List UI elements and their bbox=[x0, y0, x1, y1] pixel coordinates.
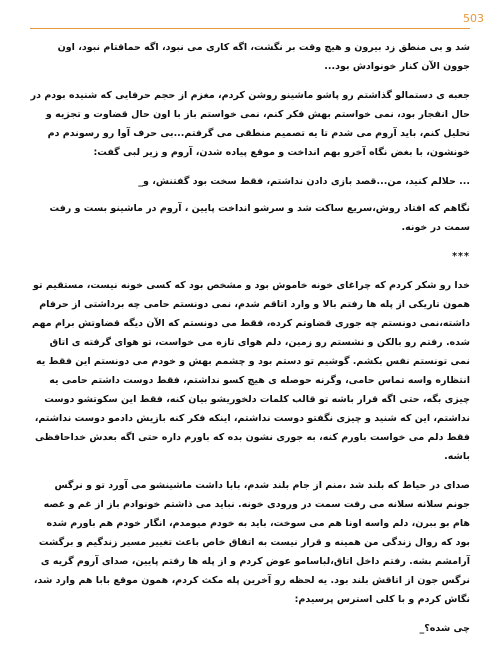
paragraph: شد و بی منطق زد بیرون و هیچ وقت بر نگشت، اگه کاری می نبود، اگه حماقتام نبود، اون جوون الآن کنار خونوادش بود... bbox=[57, 42, 470, 72]
page-number: 503 bbox=[463, 12, 484, 25]
paragraph: ... حلالم کنید، من...قصد بازی دادن نداشتم، فقط سخت بود گفتنش، و_ bbox=[138, 176, 470, 187]
paragraph: خدا رو شکر کردم که چراغای خونه خاموش بود و مشخص بود که کسی خونه نیست، مستقیم تو همون تاریکی از پله ها رفتم بالا و وارد اتاقم شدم، نمی دونستم حامی چه برداشتی از حرفام داشته،نمی دونستم چه جوری قضاوتم کرده، فقط می دونستم که الآن دیگه قضاوتش برام مهم شده. رفتم رو بالکن و نشستم رو زمین، دلم هوای تازه می خواست، تو هوای گرفته ی اتاق نمی تونستم نفس بکشم. گوشیم تو دستم بود و چشمم بهش و خودم می دونستم این فقط یه انتظاره واسه تماس حامی، وگرنه حوصله ی هیچ کسو نداشتم، فقط دوست داشتم حامی یه چیزی بگه، حتی اگه قرار باشه تو قالب کلمات دلخوریشو بیان کنه، فقط این سکوتشو دوست نداشتم، این که شنید و چیزی نگفتو دوست نداشتم، اینکه فکر کنه بازیش دادمو دوست نداشتم، فقط دلم می خواست باورم کنه، به جوری نشون بده که باورم داره حتی اگه بعدش خداحافظی باشه. bbox=[32, 280, 470, 462]
page-body bbox=[30, 38, 470, 648]
paragraph: نگاهم که افتاد روش،سریع ساکت شد و سرشو انداخت پایین ، آروم در ماشینو بست و رفت سمت در خونه. bbox=[49, 203, 470, 233]
paragraph: صدای در حیاط که بلند شد ،منم از جام بلند شدم، بابا داشت ماشینشو می آورد تو و نرگس جونم سلانه سلانه می رفت سمت در ورودی خونه. نباید می ذاشتم خونوادم باز از غم و غصه هام بو ببرن، دلم واسه اونا هم می سوخت، باید به خودم میومدم، انگار خودم هم باورم شده بود که روال زندگی من همینه و قرار نیست به اتفاق خاص باعث تغییر مسیر زندگیم و برگشت آرامشم بشه. رفتم داخل اتاق،لباسامو عوض کردم و از پله ها رفتم پایین، صدای آروم گریه ی نرگس جون از اتاقش بلند بود. یه لحظه رو آخرین پله مکث کردم، همون موقع بابا هم وارد شد، نگاش کردم و با کلی استرس پرسیدم: bbox=[33, 480, 470, 605]
header-rule bbox=[30, 28, 470, 29]
paragraph: جعبه ی دستمالو گذاشتم رو پاشو ماشینو روشن کردم، مغزم از حجم حرفایی که شنیده بودم در حال انفجار بود، نمی خواستم بهش فکر کنم، نمی خواستم باز با اون حال قضاوت و تجزیه و تحلیل کنم، باید آروم می شدم تا یه تصمیم منطقی می گرفتم...بی حرف آوا رو رسوندم دم خونشون، با بغض نگاه آخرو بهم انداخت و موقع پیاده شدن، آروم و زیر لبی گفت: bbox=[30, 90, 470, 158]
section-separator: *** bbox=[452, 251, 470, 262]
paragraph: چی شده؟_ bbox=[419, 623, 470, 634]
